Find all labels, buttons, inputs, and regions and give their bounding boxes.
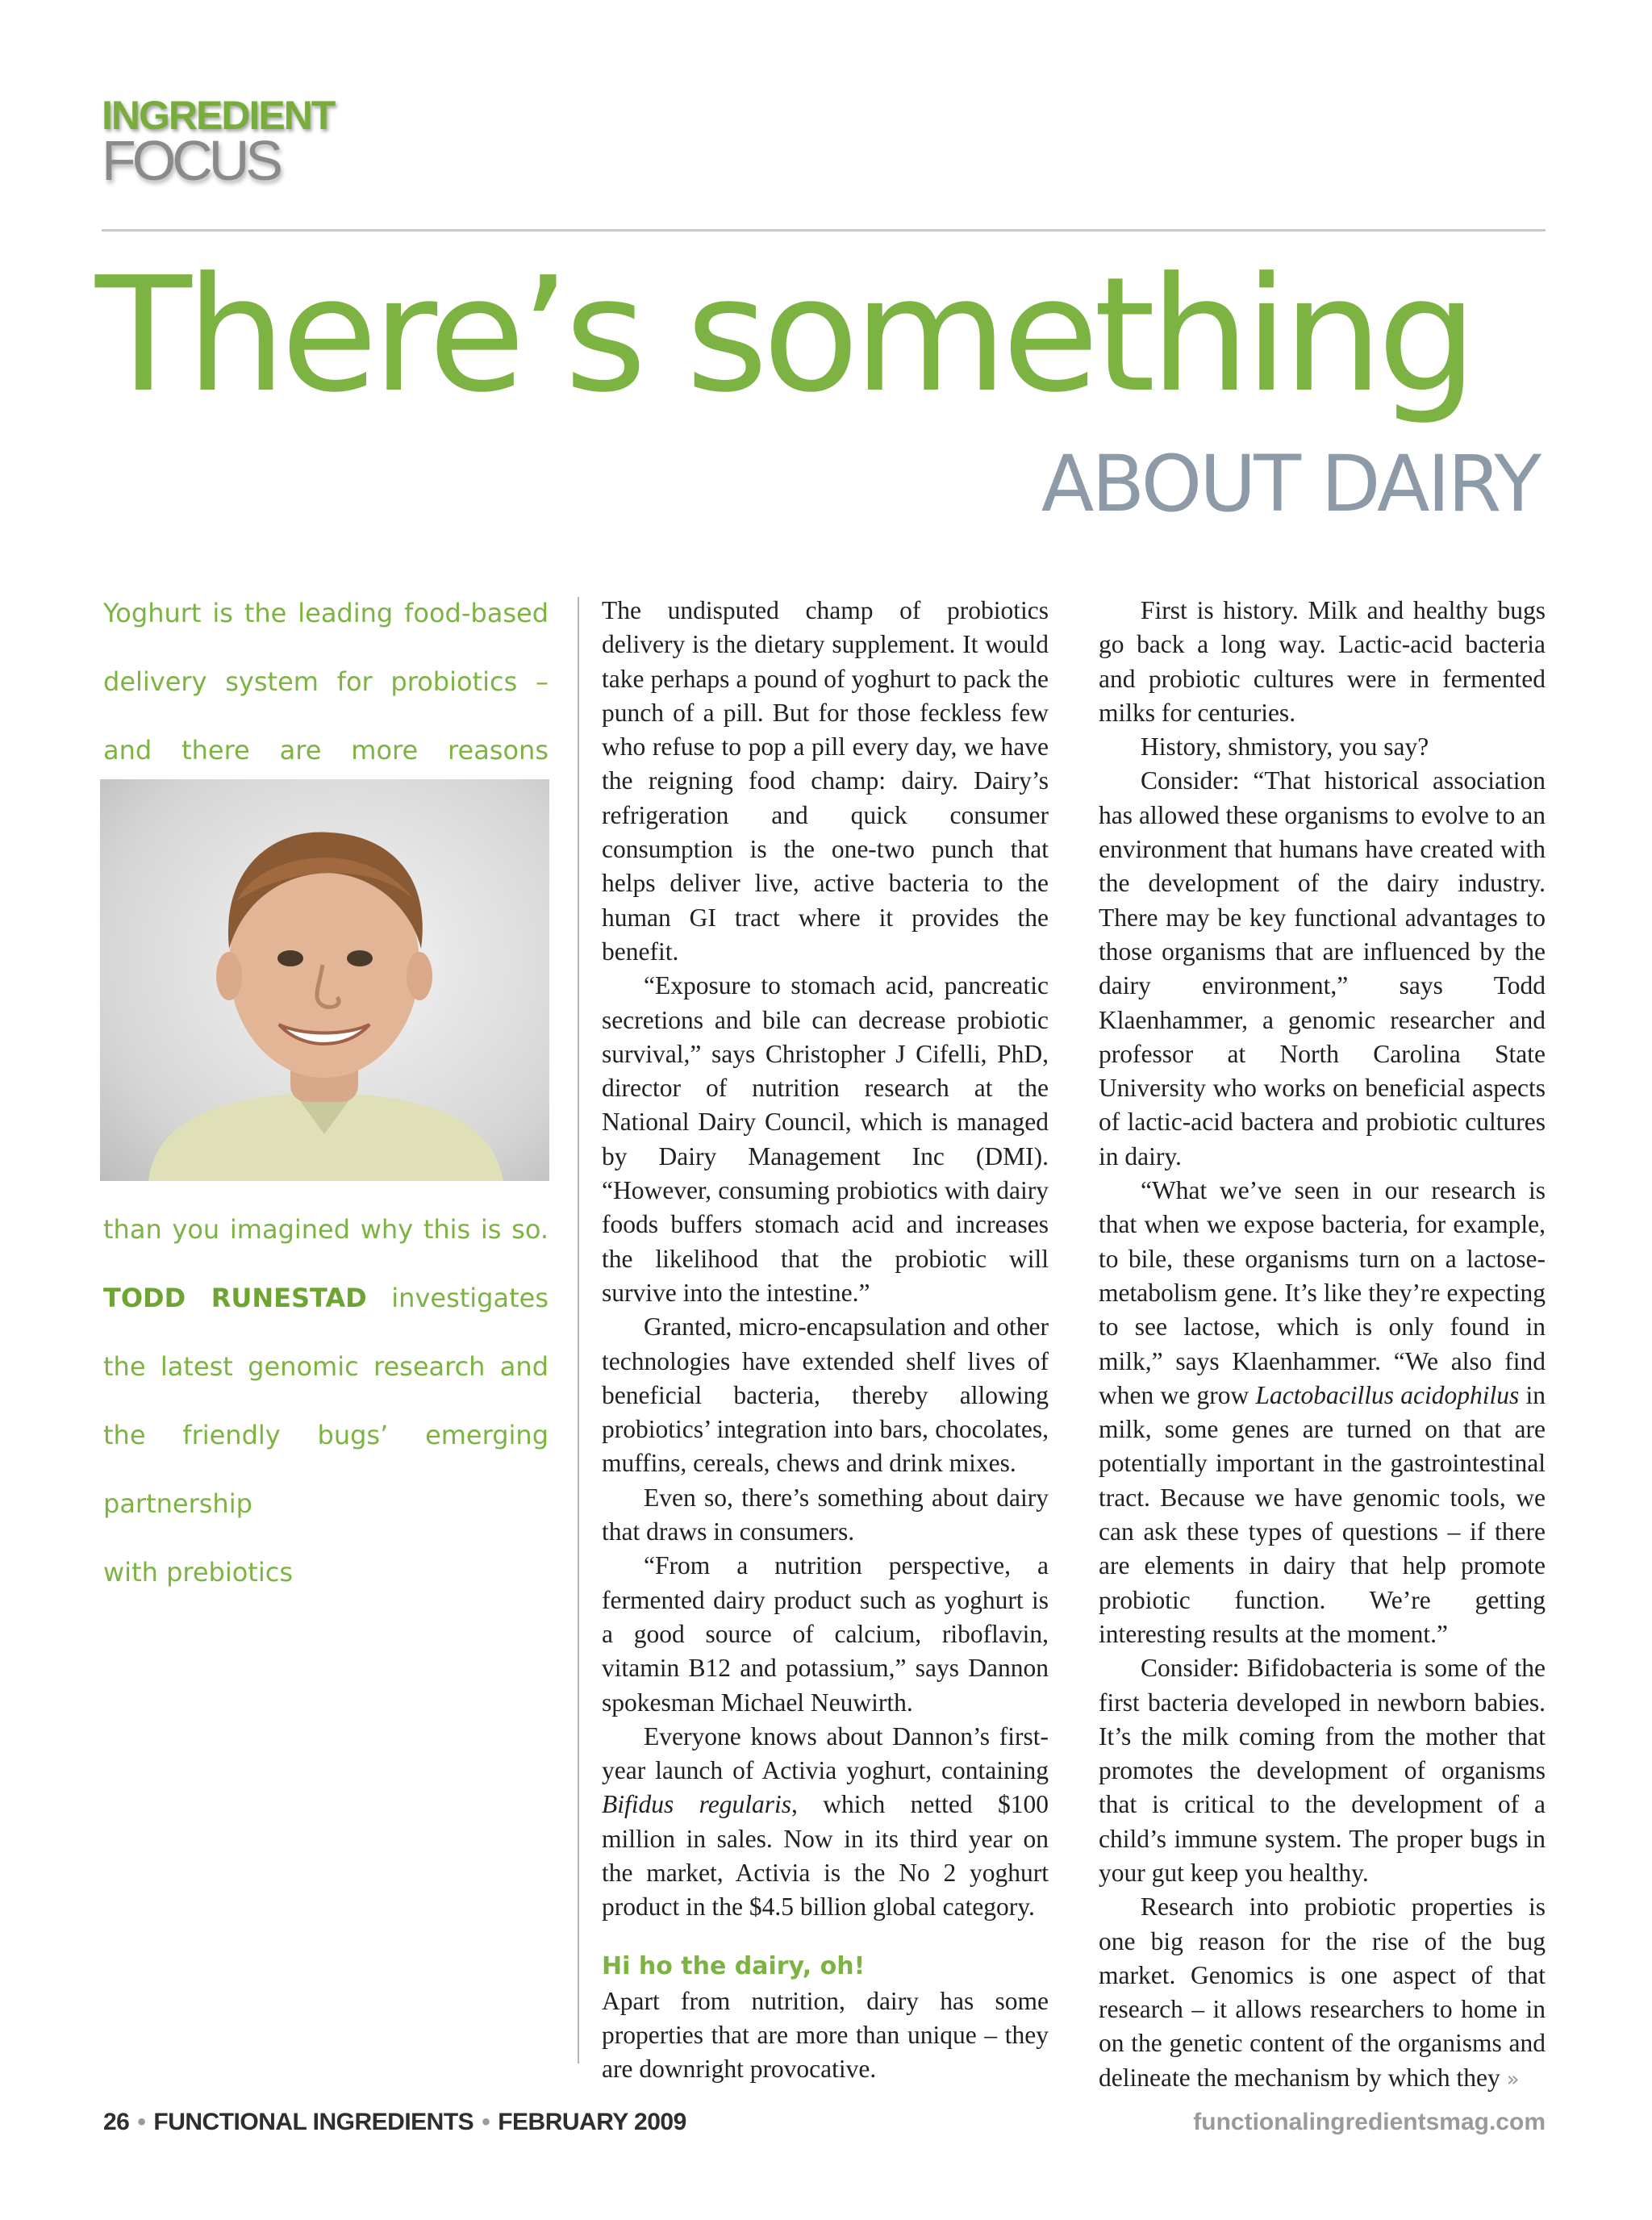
publication-name: FUNCTIONAL INGREDIENTS [153, 2109, 474, 2135]
text-run: in milk, some genes are turned on that are potentially important in the gastrointestinal tract. Because we have genomic tools, we can ask these types of questions – if there are elements in dairy that help promote probiotic function. We’re getting interesting results at the moment.” [1099, 1380, 1546, 1648]
paragraph: First is history. Milk and healthy bugs go back a long way. Lactic-acid bacteria and probiotic cultures were in fermented milks for centuries. [1099, 596, 1546, 727]
intro-line: than you imagined why this is so. [103, 1214, 549, 1245]
intro-text-bottom [103, 1196, 549, 1607]
headline: There’s something [95, 244, 1472, 428]
text-run: Research into probiotic properties is one big reason for the rise of the bug market. Genomics is one aspect of that research – it allows researchers to home in on the genetic content of the organisms and delineate the mechanism by which they [1099, 1892, 1546, 2092]
text-run: “What we’ve seen in our research is that when we expose bacteria, for example, to bile, these organisms turn on a lactose-metabolism gene. It’s like they’re expecting to see lactose, which is only found in milk,” says Klaenhammer. “We also find when we grow [1099, 1176, 1546, 1409]
separator-dot: • [137, 2109, 146, 2135]
paragraph: Granted, micro-encapsulation and other technologies have extended shelf lives of beneficial bacteria, thereby allowing probiotics’ integration into bars, chocolates, muffins, cereals, chews and drink mixes. [602, 1312, 1049, 1478]
paragraph: Apart from nutrition, dairy has some properties that are more than unique – they are downright provocative. [602, 1986, 1049, 2084]
paragraph: Consider: Bifidobacteria is some of the first bacteria developed in newborn babies. It’s the milk coming from the mother that promotes the development of organisms that is critical to the development of a child’s immune system. The proper bugs in your gut keep you healthy. [1099, 1654, 1546, 1887]
page-number: 26 [103, 2109, 130, 2135]
intro-last-line: with prebiotics [103, 1557, 293, 1588]
headline-subtitle: ABOUT DAIRY [1041, 439, 1539, 529]
paragraph: The undisputed champ of probiotics delivery is the dietary supplement. It would take perhaps a pound of yoghurt to pack the punch of a pill. But for those feckless few who refuse to pop a pill every day, we have the reigning food champ: dairy. Dairy’s refrigeration and quick consumer consumption is the one-two punch that helps deliver live, active bacteria to the human GI tract where it provides the benefit. [602, 596, 1049, 966]
author-photo [100, 779, 549, 1181]
paragraph-research [1099, 1174, 1546, 1651]
intro-text-top: Yoghurt is the leading food-based delivery system for probiotics – and there are more reasons [103, 598, 549, 766]
species-name: Lactobacillus acidophilus [1255, 1380, 1520, 1409]
website-link[interactable]: functionalingredientsmag.com [1193, 2109, 1546, 2135]
footer-folio [103, 2109, 686, 2136]
paragraph: History, shmistory, you say? [1141, 732, 1429, 762]
intro-text-continued: investigates the latest genomic research and the friendly bugs’ emerging partnership [103, 1283, 549, 1519]
paragraph: “From a nutrition perspective, a fermented dairy product such as yoghurt is a good source of calcium, riboflavin, vitamin B12 and potassium,” says Dannon spokesman Michael Neuwirth. [602, 1551, 1049, 1717]
article-column-right [1099, 594, 1546, 2097]
author-byline: TODD RUNESTAD [103, 1283, 367, 1313]
paragraph: “Exposure to stomach acid, pancreatic secretions and bile can decrease probiotic survival,” says Christopher J Cifelli, PhD, director of nutrition research at the National Dairy Council, which is managed by Dairy Management Inc (DMI). “However, consuming probiotics with dairy foods buffers stomach acid and increases the likelihood that the probiotic will survive into the intestine.” [602, 971, 1049, 1307]
section-label-line2: FOCUS [102, 129, 279, 192]
separator-dot: • [482, 2109, 490, 2135]
section-label-line1: INGREDIENT [102, 93, 335, 138]
section-label [102, 93, 335, 192]
paragraph: Even so, there’s something about dairy that draws in consumers. [602, 1483, 1049, 1546]
issue-date: FEBRUARY 2009 [498, 2109, 686, 2135]
paragraph: Consider: “That historical association has allowed these organisms to evolve to an environment that humans have created with the development of the dairy industry. There may be key functional advantages to those organisms that are influenced by the dairy environment,” says Todd Klaenhammer, a genomic researcher and professor at North Carolina State University who works on beneficial aspects of lactic-acid bactera and probiotic cultures in dairy. [1099, 766, 1546, 1171]
column-divider [578, 597, 579, 2064]
continue-arrow-icon: » [1506, 2067, 1520, 2092]
text-run: , which netted $100 million in sales. Now in its third year on the market, Activia is the No 2 yoghurt product in the $4.5 billion global category. [602, 1790, 1049, 1922]
paragraph-last [1099, 1890, 1546, 2097]
author-portrait-illustration [100, 779, 549, 1181]
section-subheading: Hi ho the dairy, oh! [602, 1951, 866, 1980]
top-divider [102, 229, 1546, 232]
species-name: Bifidus regularis [602, 1790, 791, 1819]
article-column-middle [602, 594, 1049, 2086]
text-run: Everyone knows about Dannon’s first-year launch of Activia yoghurt, containing [602, 1721, 1049, 1785]
paragraph-activia [602, 1720, 1049, 1925]
